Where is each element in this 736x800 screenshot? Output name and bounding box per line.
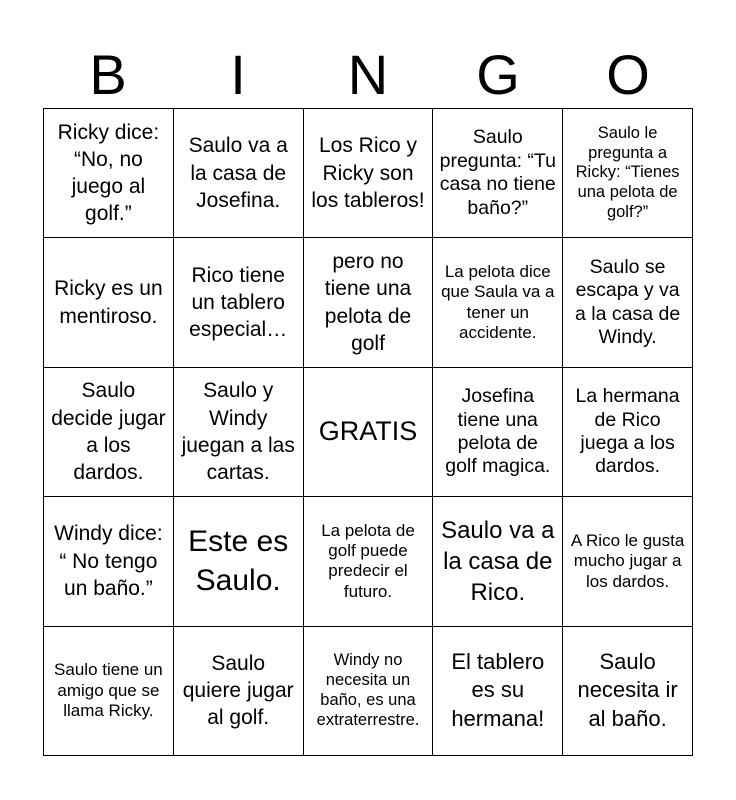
bingo-card	[43, 108, 693, 756]
bingo-cell: Saulo y Windy juegan a las cartas.	[174, 368, 304, 497]
bingo-cell: Saulo necesita ir al baño.	[563, 627, 693, 756]
bingo-cell: Rico tiene un tablero especial…	[174, 238, 304, 367]
header-letter-n: N	[347, 43, 389, 106]
bingo-cell: La pelota de golf puede predecir el futuro.	[304, 497, 434, 626]
bingo-cell: Los Rico y Ricky son los tableros!	[304, 109, 434, 238]
bingo-cell: Ricky es un mentiroso.	[44, 238, 174, 367]
bingo-cell: La pelota dice que Saula va a tener un accidente.	[433, 238, 563, 367]
bingo-cell: Saulo va a la casa de Rico.	[433, 497, 563, 626]
header-letter-o: O	[606, 43, 650, 106]
bingo-header	[43, 42, 693, 108]
bingo-cell: Saulo quiere jugar al golf.	[174, 627, 304, 756]
header-letter-b: B	[89, 43, 127, 106]
bingo-cell: pero no tiene una pelota de golf	[304, 238, 434, 367]
bingo-cell: Saulo pregunta: “Tu casa no tiene baño?”	[433, 109, 563, 238]
bingo-cell: Windy dice: “ No tengo un baño.”	[44, 497, 174, 626]
bingo-cell: Saulo le pregunta a Ricky: “Tienes una pelota de golf?”	[563, 109, 693, 238]
bingo-cell: Josefina tiene una pelota de golf magica.	[433, 368, 563, 497]
bingo-cell: Saulo tiene un amigo que se llama Ricky.	[44, 627, 174, 756]
free-space-cell: GRATIS	[304, 368, 434, 497]
bingo-cell: Saulo se escapa y va a la casa de Windy.	[563, 238, 693, 367]
bingo-cell: La hermana de Rico juega a los dardos.	[563, 368, 693, 497]
header-letter-i: I	[230, 43, 246, 106]
bingo-cell: Saulo decide jugar a los dardos.	[44, 368, 174, 497]
bingo-cell: Este es Saulo.	[174, 497, 304, 626]
bingo-cell: Windy no necesita un baño, es una extraterrestre.	[304, 627, 434, 756]
bingo-cell: A Rico le gusta mucho jugar a los dardos.	[563, 497, 693, 626]
bingo-cell: Saulo va a la casa de Josefina.	[174, 109, 304, 238]
bingo-cell: El tablero es su hermana!	[433, 627, 563, 756]
bingo-cell: Ricky dice: “No, no juego al golf.”	[44, 109, 174, 238]
header-letter-g: G	[476, 43, 520, 106]
